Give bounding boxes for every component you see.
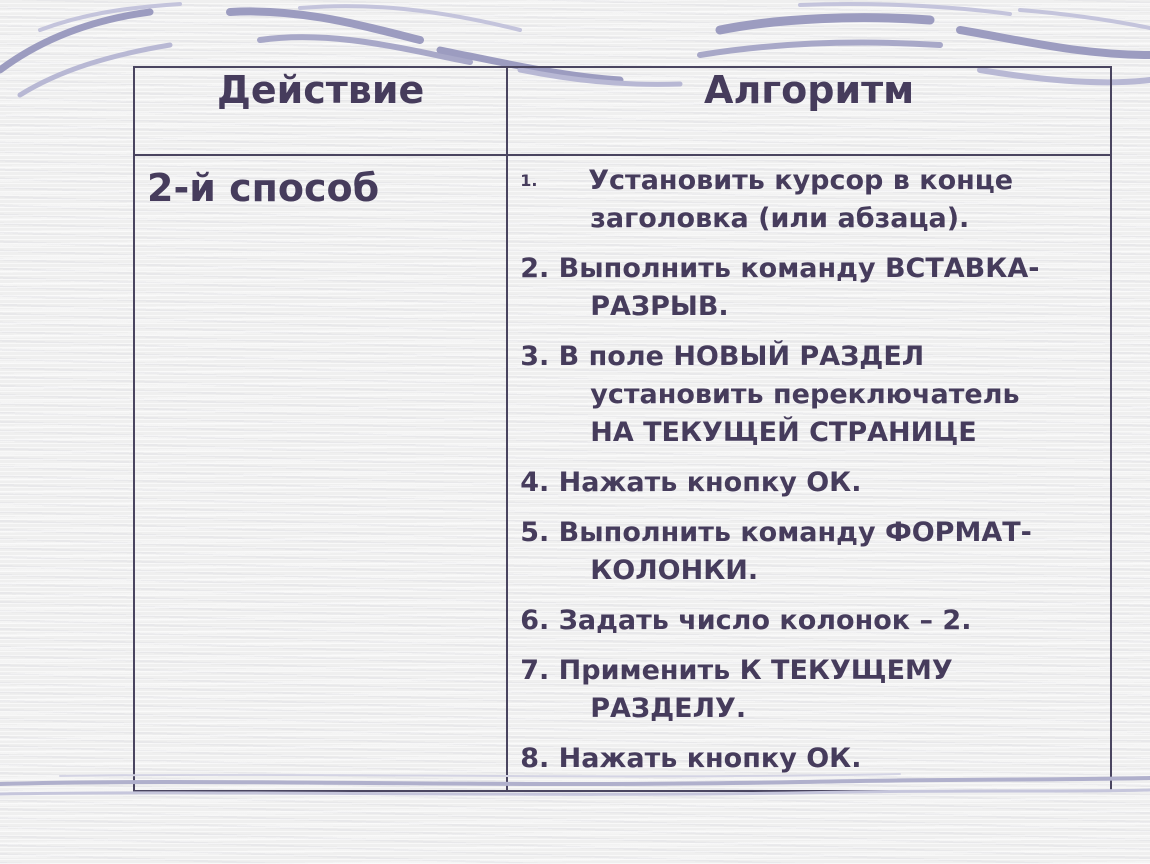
step-3-line-3: НА ТЕКУЩЕЙ СТРАНИЦЕ bbox=[590, 417, 977, 448]
table-header-row bbox=[134, 67, 1111, 155]
method-name: 2-й способ bbox=[134, 155, 507, 791]
header-algorithm: Алгоритм bbox=[507, 67, 1111, 155]
header-action: Действие bbox=[134, 67, 507, 155]
step-7-line-1: 7. Применить К ТЕКУЩЕМУ bbox=[520, 655, 953, 686]
step-7-line-2: РАЗДЕЛУ. bbox=[590, 693, 747, 724]
step-7 bbox=[520, 652, 1096, 728]
step-5 bbox=[520, 514, 1096, 590]
step-1 bbox=[520, 162, 1096, 238]
algorithm-table bbox=[133, 66, 1112, 792]
step-1-first-line bbox=[520, 162, 1096, 200]
step-3 bbox=[520, 338, 1096, 452]
table-row bbox=[134, 155, 1111, 791]
step-2-line-1: 2. Выполнить команду ВСТАВКА- bbox=[520, 253, 1040, 284]
step-8 bbox=[520, 740, 1096, 778]
step-6-line-1: 6. Задать число колонок – 2. bbox=[520, 605, 972, 636]
step-1-line-2: заголовка (или абзаца). bbox=[590, 203, 970, 234]
step-2 bbox=[520, 250, 1096, 326]
step-5-line-1: 5. Выполнить команду ФОРМАТ- bbox=[520, 517, 1032, 548]
step-4-line-1: 4. Нажать кнопку ОК. bbox=[520, 467, 862, 498]
step-1-number: 1. bbox=[520, 171, 538, 190]
step-3-line-1: 3. В поле НОВЫЙ РАЗДЕЛ bbox=[520, 341, 925, 372]
step-5-line-2: КОЛОНКИ. bbox=[590, 555, 759, 586]
steps-list bbox=[520, 162, 1096, 778]
step-8-line-1: 8. Нажать кнопку ОК. bbox=[520, 743, 862, 774]
step-6 bbox=[520, 602, 1096, 640]
step-2-line-2: РАЗРЫВ. bbox=[590, 291, 729, 322]
step-1-line-1: Установить курсор в конце bbox=[588, 165, 1014, 196]
step-3-line-2: установить переключатель bbox=[590, 379, 1020, 410]
steps-cell bbox=[507, 155, 1111, 791]
step-4 bbox=[520, 464, 1096, 502]
